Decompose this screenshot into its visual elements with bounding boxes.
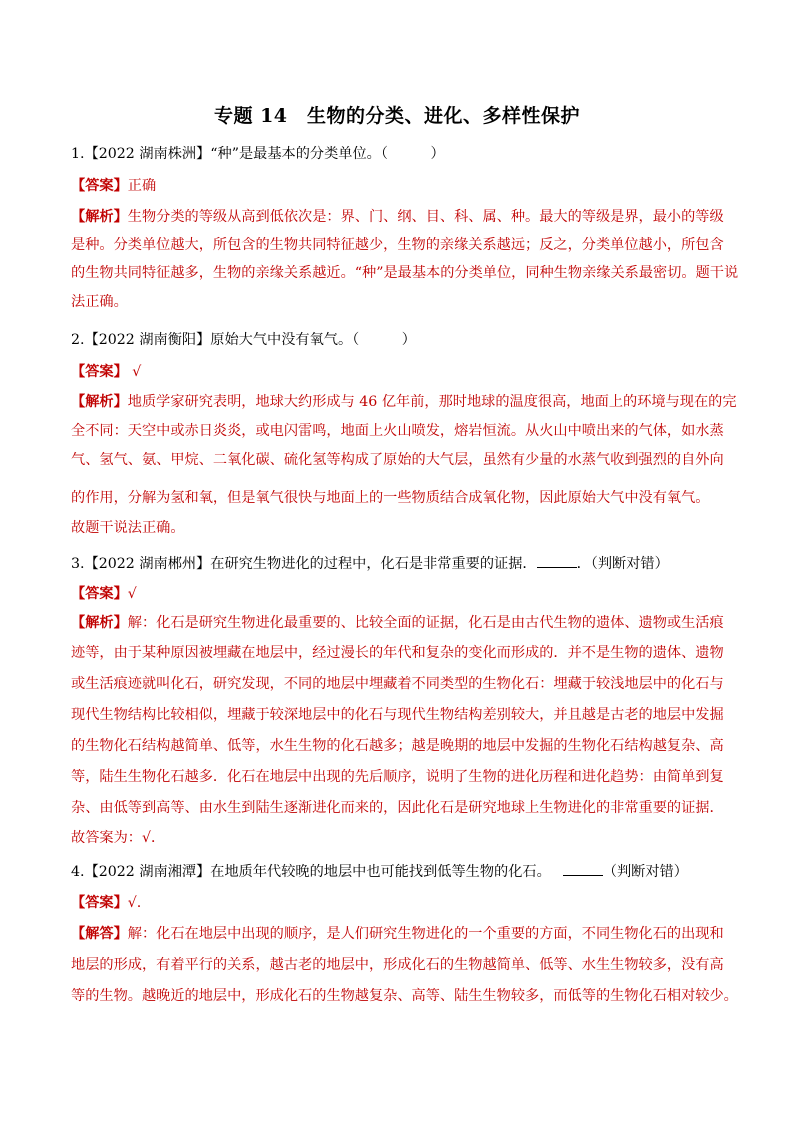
- answer-3: [71, 584, 741, 604]
- analysis-1-line-4: 法正确。: [71, 294, 128, 310]
- solution-label: 【解答】: [71, 926, 128, 942]
- analysis-4-line-1: [71, 924, 741, 944]
- analysis-2-line-2: 全不同：天空中或赤日炎炎，或电闪雷鸣，地面上火山喷发，熔岩恒流。从火山中喷出来的气体，如水蒸: [71, 423, 724, 439]
- analysis-1-line-1: [71, 207, 741, 227]
- answer-label: 【答案】: [71, 895, 128, 911]
- analysis-label: 【解析】: [71, 209, 128, 225]
- analysis-3-line-6: 等，陆生生物化石越多．化石在地层中出现的先后顺序，说明了生物的进化历程和进化趋势：由简单到复: [71, 769, 724, 785]
- question-3: [71, 553, 741, 574]
- answer-4-value: √.: [127, 895, 142, 911]
- analysis-3-line-4: 现代生物结构比较相似，埋藏于较深地层中的化石与现代生物结构差别较大，并且越是古老的地层中发掘: [71, 707, 724, 723]
- answer-3-value: √: [127, 586, 137, 602]
- answer-label: 【答案】: [71, 178, 128, 194]
- analysis-3-text: 解：化石是研究生物进化最重要的、比较全面的证据，化石是由古代生物的遗体、遗物或生活痕: [127, 615, 724, 631]
- page-title: 专题 14 生物的分类、进化、多样性保护: [213, 105, 581, 127]
- answer-label: 【答案】: [71, 586, 128, 602]
- analysis-3-line-1: [71, 613, 741, 633]
- analysis-3-line-2: 迹等，由于某种原因被埋藏在地层中，经过漫长的年代和复杂的变化而形成的．并不是生物的遗体、遗物: [71, 645, 724, 661]
- analysis-label: 【解析】: [71, 615, 128, 631]
- answer-1: [71, 176, 741, 196]
- analysis-3-line-7: 杂、由低等到高等、由水生到陆生逐渐进化而来的，因此化石是研究地球上生物进化的非常重要的证据．: [71, 800, 724, 816]
- analysis-4-line-3: 等的生物。越晚近的地层中，形成化石的生物越复杂、高等、陆生生物较多，而低等的生物化石相对较少。: [71, 988, 738, 1004]
- question-4: [71, 861, 741, 882]
- answer-2-value: √: [127, 364, 142, 380]
- analysis-1-text: 生物分类的等级从高到低依次是：界、门、纲、目、科、属、种。最大的等级是界，最小的等级: [127, 209, 724, 225]
- analysis-3-line-3: 或生活痕迹就叫化石，研究发现，不同的地层中埋藏着不同类型的生物化石：埋藏于较浅地层中的化石与: [71, 676, 724, 692]
- question-3-text: 3.【2022 湖南郴州】在研究生物进化的过程中，化石是非常重要的证据．: [71, 556, 537, 572]
- analysis-label: 【解析】: [71, 394, 128, 410]
- analysis-2-line-1: [71, 392, 741, 412]
- analysis-3-line-8: 故答案为：√．: [71, 830, 166, 846]
- question-2: 2.【2022 湖南衡阳】原始大气中没有氧气。（ ）: [71, 332, 416, 348]
- question-4-suffix: （判断对错）: [602, 864, 688, 880]
- analysis-2-line-3: 气、氢气、氨、甲烷、二氧化碳、硫化氢等构成了原始的大气层，虽然有少量的水蒸气收到强烈的自外向: [71, 452, 724, 468]
- analysis-2-line-5: 故题干说法正确。: [71, 520, 185, 536]
- answer-blank: [537, 553, 577, 568]
- analysis-1-line-3: 的生物共同特征越多，生物的亲缘关系越近。“种”是最基本的分类单位，同种生物亲缘关系最密切。题干说: [71, 265, 739, 281]
- answer-1-value: 正确: [127, 178, 157, 194]
- analysis-4-line-2: 地层的形成，有着平行的关系，越古老的地层中，形成化石的生物越简单、低等、水生生物较多，没有高: [71, 957, 724, 973]
- answer-blank: [563, 861, 603, 876]
- analysis-3-line-5: 的生物化石结构越简单、低等，水生生物的化石越多；越是晚期的地层中发掘的生物化石结构越复杂、高: [71, 738, 724, 754]
- answer-label: 【答案】: [71, 364, 128, 380]
- question-4-text: 4.【2022 湖南湘潭】在地质年代较晚的地层中也可能找到低等生物的化石。: [71, 864, 551, 880]
- analysis-1-line-2: 是种。分类单位越大，所包含的生物共同特征越少，生物的亲缘关系越远；反之，分类单位越小，所包含: [71, 237, 724, 253]
- answer-4: [71, 893, 741, 913]
- question-1: 1.【2022 湖南株洲】“种”是最基本的分类单位。（ ）: [71, 146, 445, 162]
- answer-2: [71, 362, 741, 382]
- analysis-4-text: 解：化石在地层中出现的顺序，是人们研究生物进化的一个重要的方面，不同生物化石的出现和: [127, 926, 724, 942]
- analysis-2-text: 地质学家研究表明，地球大约形成与 46 亿年前，那时地球的温度很高，地面上的环境与现在的完: [127, 394, 737, 410]
- question-3-suffix: ．（判断对错）: [576, 556, 669, 572]
- analysis-2-line-4: 的作用，分解为氢和氧，但是氧气很快与地面上的一些物质结合成氧化物，因此原始大气中没有氧气。: [71, 490, 710, 506]
